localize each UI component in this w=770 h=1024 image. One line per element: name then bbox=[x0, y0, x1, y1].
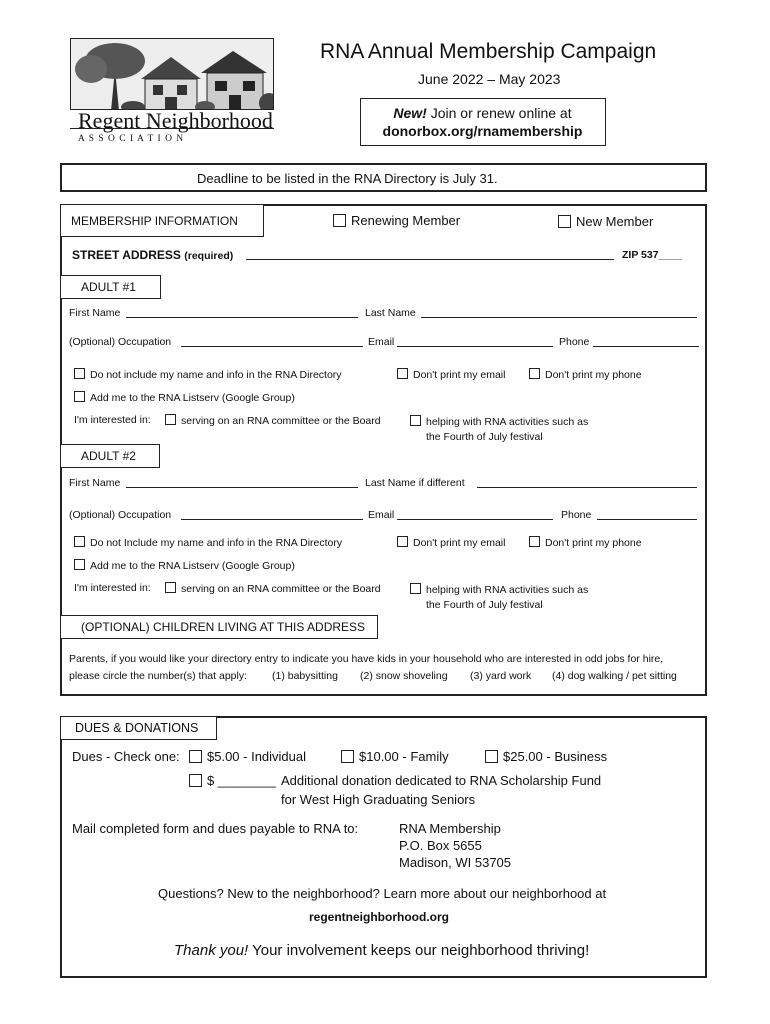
adult2-email-label: Email bbox=[368, 509, 395, 521]
adult1-no-directory-label: Do not include my name and info in the RNA Directory bbox=[90, 369, 342, 381]
adult1-helping-checkbox[interactable] bbox=[410, 415, 421, 426]
membership-section-label: MEMBERSHIP INFORMATION bbox=[71, 214, 238, 228]
new-member-checkbox[interactable] bbox=[558, 215, 571, 228]
logo-title: Regent Neighborhood bbox=[78, 108, 273, 133]
adult1-helping-label: helping with RNA activities such as bbox=[426, 416, 589, 428]
thank-you-message bbox=[174, 942, 589, 959]
zip-field[interactable]: ZIP 537____ bbox=[622, 249, 682, 261]
page-title: RNA Annual Membership Campaign bbox=[320, 40, 657, 63]
children-tag bbox=[61, 615, 378, 639]
adult2-no-phone-label: Don't print my phone bbox=[545, 537, 642, 549]
adult2-phone-label: Phone bbox=[561, 509, 592, 521]
street-address-label: STREET ADDRESS bbox=[72, 248, 181, 262]
adult2-committee-option[interactable] bbox=[165, 582, 381, 595]
adult2-occupation-input[interactable] bbox=[181, 511, 363, 520]
membership-section-tag bbox=[61, 205, 264, 237]
houses-illustration bbox=[71, 39, 274, 110]
adult1-last-name-input[interactable] bbox=[421, 309, 697, 318]
adult2-no-email-option[interactable] bbox=[397, 536, 505, 549]
deadline-text: Deadline to be listed in the RNA Directory is July 31. bbox=[197, 171, 498, 186]
adult2-committee-checkbox[interactable] bbox=[165, 582, 176, 593]
donation-checkbox[interactable] bbox=[189, 774, 202, 787]
children-label: (OPTIONAL) CHILDREN LIVING AT THIS ADDRESS bbox=[81, 620, 366, 634]
adult1-email-input[interactable] bbox=[397, 338, 553, 347]
donation-description-1: Additional donation dedicated to RNA Scholarship Fund bbox=[281, 773, 602, 788]
dues-section-label: DUES & DONATIONS bbox=[75, 721, 199, 735]
adult2-no-phone-option[interactable] bbox=[529, 536, 642, 549]
adult2-phone-input[interactable] bbox=[597, 511, 697, 520]
odd-job-babysitting[interactable]: (1) babysitting bbox=[272, 670, 338, 682]
adult2-last-name-input[interactable] bbox=[477, 479, 697, 488]
adult2-helping-checkbox[interactable] bbox=[410, 583, 421, 594]
dues-business-option[interactable] bbox=[485, 749, 607, 764]
adult2-committee-label: serving on an RNA committee or the Board bbox=[181, 583, 381, 595]
adult2-first-name-label: First Name bbox=[69, 477, 121, 489]
adult1-no-email-checkbox[interactable] bbox=[397, 368, 408, 379]
adult1-email-label: Email bbox=[368, 336, 395, 348]
adult1-no-phone-label: Don't print my phone bbox=[545, 369, 642, 381]
adult2-email-input[interactable] bbox=[397, 511, 553, 520]
dues-business-label: $25.00 - Business bbox=[503, 749, 608, 764]
adult1-no-email-option[interactable] bbox=[397, 368, 505, 381]
logo-subtitle: A S S O C I A T I O N bbox=[78, 134, 185, 144]
adult1-committee-option[interactable] bbox=[165, 414, 381, 427]
new-member-label: New Member bbox=[576, 214, 654, 229]
odd-job-yard-work[interactable]: (3) yard work bbox=[470, 670, 532, 682]
dues-individual-checkbox[interactable] bbox=[189, 750, 202, 763]
renewing-member-option[interactable] bbox=[333, 213, 460, 228]
adult2-helping-option[interactable] bbox=[410, 583, 588, 596]
adult1-listserv-label: Add me to the RNA Listserv (Google Group) bbox=[90, 392, 295, 404]
online-text: Join or renew online at bbox=[426, 105, 572, 121]
adult2-no-directory-option[interactable] bbox=[74, 536, 342, 549]
adult1-no-directory-option[interactable] bbox=[74, 368, 342, 381]
street-required-note: (required) bbox=[184, 250, 234, 262]
mail-address-line-2: P.O. Box 5655 bbox=[399, 838, 482, 853]
adult1-no-directory-checkbox[interactable] bbox=[74, 368, 85, 379]
dues-section-tag bbox=[61, 717, 217, 740]
logo-illustration bbox=[70, 38, 274, 110]
thank-you-emphasis: Thank you! bbox=[174, 942, 249, 959]
street-address-input[interactable] bbox=[246, 250, 614, 260]
dues-business-checkbox[interactable] bbox=[485, 750, 498, 763]
questions-text: Questions? New to the neighborhood? Learn more about our neighborhood at bbox=[158, 886, 607, 901]
adult1-no-email-label: Don't print my email bbox=[413, 369, 506, 381]
adult1-helping-label-2: the Fourth of July festival bbox=[426, 431, 543, 443]
dues-individual-option[interactable] bbox=[189, 749, 306, 764]
adult1-no-phone-option[interactable] bbox=[529, 368, 642, 381]
adult1-first-name-input[interactable] bbox=[126, 309, 358, 318]
adult1-helping-option[interactable] bbox=[410, 415, 588, 428]
adult2-listserv-checkbox[interactable] bbox=[74, 559, 85, 570]
donation-amount-field[interactable]: $ ________ bbox=[207, 773, 276, 788]
adult2-helping-label-2: the Fourth of July festival bbox=[426, 599, 543, 611]
adult1-interested-label: I'm interested in: bbox=[74, 414, 151, 426]
adult1-listserv-option[interactable] bbox=[74, 391, 295, 404]
campaign-dates: June 2022 – May 2023 bbox=[418, 71, 561, 87]
online-new: New! bbox=[393, 105, 427, 121]
children-description: Parents, if you would like your directory entry to indicate you have kids in your household who are interested in odd jobs for hire, bbox=[69, 653, 664, 665]
thank-you-text: Your involvement keeps our neighborhood thriving! bbox=[248, 942, 590, 959]
donation-amount-option[interactable] bbox=[189, 773, 276, 788]
adult1-listserv-checkbox[interactable] bbox=[74, 391, 85, 402]
adult1-phone-label: Phone bbox=[559, 336, 590, 348]
website-link[interactable]: regentneighborhood.org bbox=[309, 910, 449, 924]
adult2-occupation-label: (Optional) Occupation bbox=[69, 509, 172, 521]
adult1-occupation-input[interactable] bbox=[181, 338, 363, 347]
adult2-no-email-label: Don't print my email bbox=[413, 537, 506, 549]
logo-divider bbox=[70, 128, 274, 129]
adult2-tag bbox=[61, 444, 160, 468]
dues-family-label: $10.00 - Family bbox=[359, 749, 449, 764]
adult2-interested-label: I'm interested in: bbox=[74, 582, 151, 594]
dues-family-checkbox[interactable] bbox=[341, 750, 354, 763]
online-callout bbox=[360, 98, 606, 146]
mail-instructions: Mail completed form and dues payable to RNA to: bbox=[72, 821, 359, 836]
adult2-listserv-label: Add me to the RNA Listserv (Google Group) bbox=[90, 560, 295, 572]
odd-job-snow-shoveling[interactable]: (2) snow shoveling bbox=[360, 670, 448, 682]
adult1-committee-label: serving on an RNA committee or the Board bbox=[181, 415, 381, 427]
mail-address-line-3: Madison, WI 53705 bbox=[399, 855, 512, 870]
mail-address-line-1: RNA Membership bbox=[399, 821, 501, 836]
deadline-banner bbox=[60, 163, 707, 192]
new-member-option[interactable] bbox=[558, 214, 653, 229]
adult2-label: ADULT #2 bbox=[81, 449, 136, 463]
adult2-helping-label: helping with RNA activities such as bbox=[426, 584, 589, 596]
donation-description-2: for West High Graduating Seniors bbox=[281, 792, 476, 807]
adult2-first-name-input[interactable] bbox=[126, 479, 358, 488]
dues-individual-label: $5.00 - Individual bbox=[207, 749, 307, 764]
adult2-listserv-option[interactable] bbox=[74, 559, 295, 572]
children-circle-prompt: please circle the number(s) that apply: bbox=[69, 670, 248, 682]
adult2-no-phone-checkbox[interactable] bbox=[529, 536, 540, 547]
odd-job-dog-walking[interactable]: (4) dog walking / pet sitting bbox=[552, 670, 677, 682]
adult1-tag bbox=[61, 275, 161, 299]
adult1-last-name-label: Last Name bbox=[365, 307, 416, 319]
street-address-row bbox=[72, 248, 233, 262]
dues-check-one-label: Dues - Check one: bbox=[72, 749, 180, 764]
online-url[interactable]: donorbox.org/rnamembership bbox=[382, 123, 583, 139]
renewing-member-checkbox[interactable] bbox=[333, 214, 346, 227]
adult1-committee-checkbox[interactable] bbox=[165, 414, 176, 425]
adult2-no-email-checkbox[interactable] bbox=[397, 536, 408, 547]
adult1-occupation-label: (Optional) Occupation bbox=[69, 336, 172, 348]
renewing-member-label: Renewing Member bbox=[351, 213, 461, 228]
dues-family-option[interactable] bbox=[341, 749, 449, 764]
adult2-no-directory-label: Do not Include my name and info in the RNA Directory bbox=[90, 537, 343, 549]
adult1-no-phone-checkbox[interactable] bbox=[529, 368, 540, 379]
adult2-no-directory-checkbox[interactable] bbox=[74, 536, 85, 547]
adult2-last-name-label: Last Name if different bbox=[365, 477, 465, 489]
adult1-label: ADULT #1 bbox=[81, 280, 136, 294]
adult1-phone-input[interactable] bbox=[593, 338, 699, 347]
adult1-first-name-label: First Name bbox=[69, 307, 121, 319]
